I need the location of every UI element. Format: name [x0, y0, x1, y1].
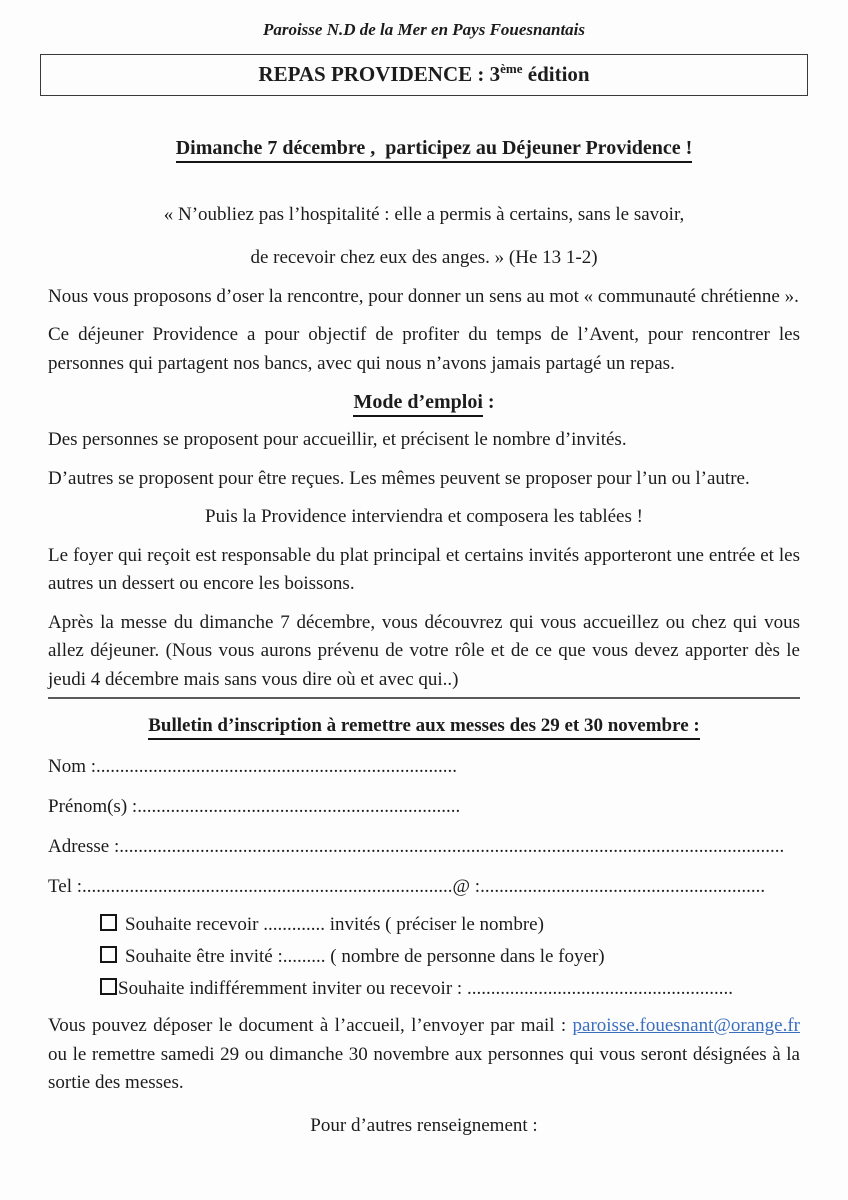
mode-demploi-colon: :	[482, 391, 495, 414]
title-superscript: ème	[500, 61, 523, 77]
mode-paragraph-5: Après la messe du dimanche 7 décembre, vous découvrez qui vous accueillez ou chez qui vous allez déjeuner. (Nous vous aurons prévenu de votre rôle et de ce que vous devez apporter dès le jeudi 4 décembre mais sans vous dire où et avec qui..)	[48, 611, 800, 690]
mode-paragraph-3: Puis la Providence interviendra et composera les tablées !	[205, 506, 643, 528]
closing-after-link: ou le remettre samedi 29 ou dimanche 30 novembre aux personnes qui vous seront désignées à la sortie des messes.	[48, 1043, 800, 1094]
headline-text: Dimanche 7 décembre , participez au Déjeuner Providence !	[176, 137, 693, 163]
checkbox-icon	[100, 914, 117, 931]
prenom-dotted-line: ....................................................................	[137, 796, 461, 818]
checkbox-recevoir-label: Souhaite recevoir ............. invités ( préciser le nombre)	[125, 914, 544, 936]
checkbox-indifferemment-dotted-line: ........................................................	[466, 978, 733, 1000]
title-box	[40, 54, 808, 95]
field-tel-email	[48, 874, 804, 900]
mode-paragraph-1: Des personnes se proposent pour accueillir, et précisent le nombre d’invités.	[48, 429, 627, 451]
title-prefix: REPAS PROVIDENCE : 3	[258, 62, 501, 87]
closing-before-link: Vous pouvez déposer le document à l’accueil, l’envoyer par mail :	[48, 1015, 573, 1037]
tel-dotted-line: ..............................................................................	[82, 876, 453, 898]
mode-demploi-heading	[0, 389, 848, 416]
bulletin-heading	[0, 713, 848, 740]
checkbox-row-recevoir	[100, 912, 804, 938]
email-link[interactable]: paroisse.fouesnant@orange.fr	[572, 1015, 800, 1037]
adresse-dotted-line: ............................................................................................................................................	[119, 836, 785, 858]
checkbox-row-invite	[100, 944, 804, 970]
checkbox-icon	[100, 978, 117, 995]
field-nom	[48, 754, 804, 780]
closing-paragraph	[48, 1012, 800, 1098]
mode-paragraph-4: Le foyer qui reçoit est responsable du plat principal et certains invités apporteront une entrée et les autres un dessert ou encore les boissons.	[48, 544, 800, 595]
field-adresse	[48, 834, 804, 860]
adresse-label: Adresse :	[48, 836, 120, 858]
intro-paragraph-1: Nous vous proposons d’oser la rencontre, pour donner un sens au mot « communauté chrétienne ».	[48, 285, 799, 307]
quote-line-2: de recevoir chez eux des anges. » (He 13 1-2)	[250, 247, 598, 269]
quote-line-1: « N’oubliez pas l’hospitalité : elle a permis à certains, sans le savoir,	[163, 203, 685, 225]
field-prenom	[48, 794, 804, 820]
intro-paragraph-2: Ce déjeuner Providence a pour objectif de profiter du temps de l’Avent, pour rencontrer les personnes qui partagent nos bancs, avec qui nous n’avons jamais partagé un repas.	[48, 324, 800, 374]
at-label: @ :	[452, 876, 481, 898]
headline	[0, 109, 848, 187]
horizontal-divider	[48, 697, 800, 699]
nom-dotted-line: ............................................................................	[96, 756, 458, 778]
checkbox-invite-label: Souhaite être invité :......... ( nombre de personne dans le foyer)	[125, 946, 605, 968]
document-header: Paroisse N.D de la Mer en Pays Fouesnantais	[262, 20, 586, 39]
nom-label: Nom :	[48, 756, 97, 778]
checkbox-row-indifferemment	[100, 976, 804, 1002]
footer-line: Pour d’autres renseignement :	[310, 1114, 538, 1136]
tel-label: Tel :	[48, 876, 83, 898]
at-dotted-line: ............................................................	[480, 876, 766, 898]
checkbox-indifferemment-label: Souhaite indifféremment inviter ou recevoir :	[118, 978, 467, 1000]
checkbox-icon	[100, 946, 117, 963]
mode-paragraph-2: D’autres se proposent pour être reçues. Les mêmes peuvent se proposer pour l’un ou l’autre.	[48, 467, 750, 489]
bulletin-heading-text: Bulletin d’inscription à remettre aux messes des 29 et 30 novembre :	[148, 715, 699, 740]
title-box-text	[258, 62, 589, 86]
mode-demploi-heading-text: Mode d’emploi	[353, 391, 482, 417]
title-suffix: édition	[522, 62, 590, 87]
prenom-label: Prénom(s) :	[48, 796, 138, 818]
